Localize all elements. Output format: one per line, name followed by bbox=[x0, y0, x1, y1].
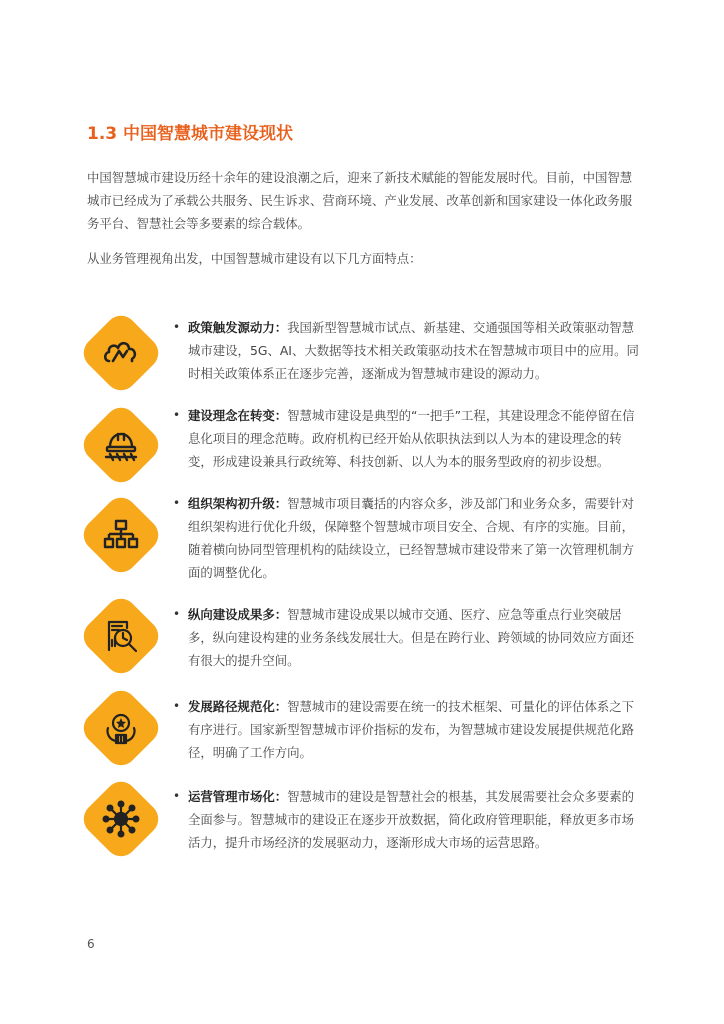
bullet: • bbox=[173, 496, 181, 510]
feature-title: 运营管理市场化： bbox=[188, 789, 288, 804]
feature-text bbox=[188, 492, 643, 584]
feature-title: 纵向建设成果多： bbox=[188, 607, 288, 622]
feature-description: 智慧城市的建设需要在统一的技术框架、可量化的评估体系之下有序进行。国家新型智慧城市评价指标的发布，为智慧城市建设发展提供规范化路径，明确了工作方向。 bbox=[188, 699, 635, 760]
feature-description: 智慧城市建设成果以城市交通、医疗、应急等重点行业突破居多，纵向建设构建的业务条线发展壮大。但是在跨行业、跨领域的协同效应方面还有很大的提升空间。 bbox=[188, 607, 635, 668]
feature-title: 政策触发源动力： bbox=[188, 320, 288, 335]
feature-item-policy bbox=[87, 316, 647, 416]
feature-description: 智慧城市项目囊括的内容众多，涉及部门和业务众多，需要针对组织架构进行优化升级，保障整个智慧城市项目安全、合规、有序的实施。目前，随着横向协同型管理机构的陆续设立，已经智慧城市建设带来了第一次管理机制方面的调整优化。 bbox=[188, 496, 635, 580]
feature-item-operation bbox=[87, 785, 647, 885]
feature-description: 我国新型智慧城市试点、新基建、交通强国等相关政策驱动智慧城市建设，5G、AI、大数据等技术相关政策驱动技术在智慧城市项目中的应用。同时相关政策体系正在逐步完善，逐渐成为智慧城市建设的源动力。 bbox=[188, 320, 639, 381]
feature-title: 建设理念在转变： bbox=[188, 408, 288, 423]
feature-item-results bbox=[87, 603, 647, 703]
feature-text bbox=[188, 785, 643, 854]
feature-title: 组织架构初升级： bbox=[188, 496, 288, 511]
bullet: • bbox=[173, 320, 181, 334]
page-number: 6 bbox=[87, 937, 95, 951]
lead-paragraph: 从业务管理视角出发，中国智慧城市建设有以下几方面特点： bbox=[87, 251, 422, 266]
feature-text bbox=[188, 695, 643, 764]
feature-text bbox=[188, 404, 643, 473]
bullet: • bbox=[173, 699, 181, 713]
feature-item-concept bbox=[87, 404, 647, 504]
feature-item-path bbox=[87, 695, 647, 795]
report-analysis-icon bbox=[77, 592, 165, 680]
feature-title: 发展路径规范化： bbox=[188, 699, 288, 714]
bullet: • bbox=[173, 607, 181, 621]
feature-text bbox=[188, 603, 643, 672]
feature-description: 智慧城市建设是典型的“一把手”工程，其建设理念不能停留在信息化项目的理念范畴。政府机构已经开始从依职执法到以人为本的建设理念的转变，形成建设兼具行政统筹、科技创新、以人为本的服务型政府的初步设想。 bbox=[188, 408, 635, 469]
section-title: 1.3 中国智慧城市建设现状 bbox=[87, 124, 294, 144]
feature-description: 智慧城市的建设是智慧社会的根基，其发展需要社会众多要素的全面参与。智慧城市的建设正在逐步开放数据，简化政府管理职能，释放更多市场活力，提升市场经济的发展驱动力，逐渐形成大市场的运营思路。 bbox=[188, 789, 635, 850]
bullet: • bbox=[173, 408, 181, 422]
policy-cloud-icon bbox=[77, 309, 165, 397]
intro-paragraph: 中国智慧城市建设历经十余年的建设浪潮之后，迎来了新技术赋能的智能发展时代。目前，中国智慧城市已经成为了承载公共服务、民生诉求、营商环境、产业发展、改革创新和国家建设一体化政务服务平台、智慧社会等多要素的综合载体。 bbox=[87, 170, 633, 231]
feature-text bbox=[188, 316, 643, 385]
org-chart-icon bbox=[77, 491, 165, 579]
construction-helmet-icon bbox=[77, 401, 165, 489]
market-network-icon bbox=[77, 775, 165, 863]
feature-item-organization bbox=[87, 492, 647, 592]
standard-badge-icon bbox=[77, 684, 165, 772]
bullet: • bbox=[173, 789, 181, 803]
